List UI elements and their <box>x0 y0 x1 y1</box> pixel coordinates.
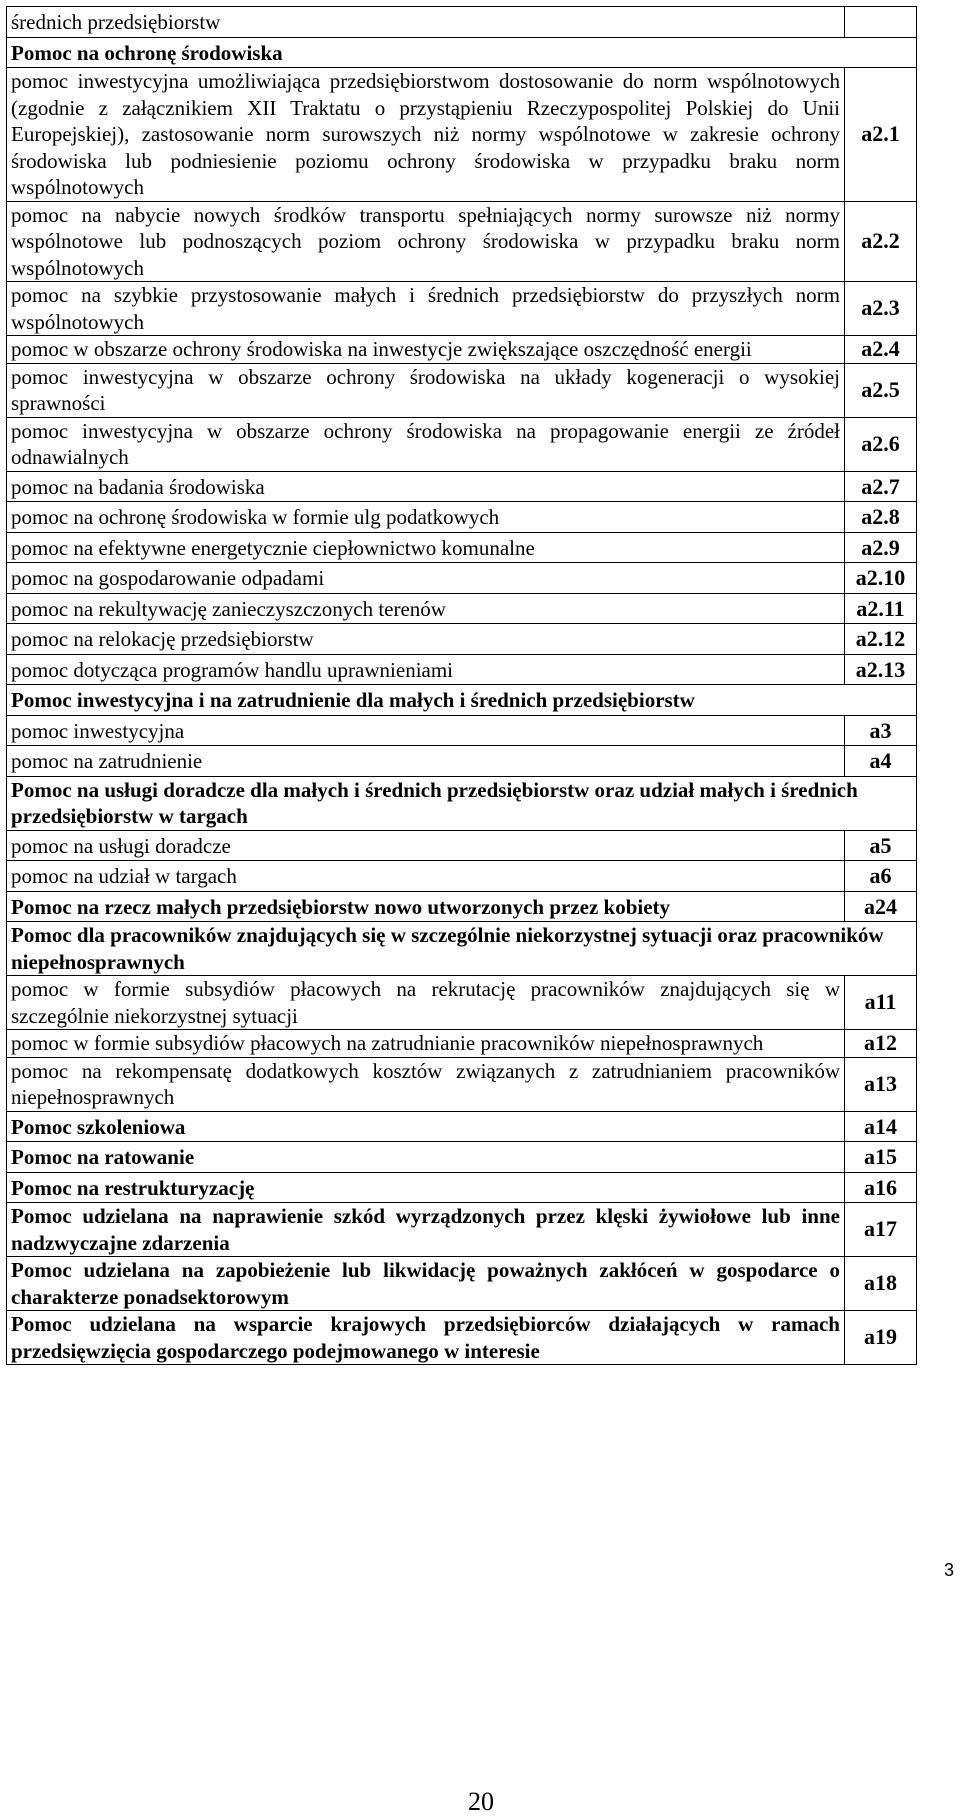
table-row <box>7 502 917 533</box>
section-heading: Pomoc na ochronę środowiska <box>7 37 917 68</box>
aid-description: pomoc na rekultywację zanieczyszczonych terenów <box>7 593 845 624</box>
table-row <box>7 830 917 861</box>
side-number: 3 <box>944 1560 955 1580</box>
table-row <box>7 593 917 624</box>
aid-code: a18 <box>845 1257 917 1311</box>
aid-description: pomoc na zatrudnienie <box>7 746 845 777</box>
aid-code: a6 <box>845 861 917 892</box>
aid-code: a2.9 <box>845 532 917 563</box>
aid-code: a13 <box>845 1057 917 1111</box>
section-heading: Pomoc na usługi doradcze dla małych i średnich przedsiębiorstw oraz udział małych i średnich przedsiębiorstw w targach <box>7 776 917 830</box>
aid-description: Pomoc szkoleniowa <box>7 1111 845 1142</box>
aid-code: a2.10 <box>845 563 917 594</box>
table-row <box>7 1311 917 1365</box>
section-heading-row <box>7 922 917 976</box>
page-number: 20 <box>468 1787 494 1816</box>
aid-code: a2.1 <box>845 68 917 202</box>
table-row <box>7 654 917 685</box>
aid-description: Pomoc na restrukturyzację <box>7 1172 845 1203</box>
aid-description: Pomoc udzielana na wsparcie krajowych przedsiębiorców działających w ramach przedsięwzięcia gospodarczego podejmowanego w interesie <box>7 1311 845 1365</box>
aid-code: a15 <box>845 1142 917 1173</box>
aid-description: pomoc na rekompensatę dodatkowych kosztów związanych z zatrudnianiem pracowników niepełnosprawnych <box>7 1057 845 1111</box>
table-row <box>7 1142 917 1173</box>
aid-description: pomoc na relokację przedsiębiorstw <box>7 624 845 655</box>
aid-description: pomoc na nabycie nowych środków transportu spełniających normy surowsze niż normy wspólnotowe lub podnoszących poziom ochrony środowiska w przypadku braku norm wspólnotowych <box>7 201 845 282</box>
aid-code <box>845 7 917 38</box>
table-row <box>7 68 917 202</box>
section-heading: Pomoc inwestycyjna i na zatrudnienie dla małych i średnich przedsiębiorstw <box>7 685 917 716</box>
aid-description: pomoc na gospodarowanie odpadami <box>7 563 845 594</box>
aid-description: Pomoc udzielana na zapobieżenie lub likwidację poważnych zakłóceń w gospodarce o charakterze ponadsektorowym <box>7 1257 845 1311</box>
aid-code: a24 <box>845 891 917 922</box>
aid-description: pomoc na efektywne energetycznie ciepłownictwo komunalne <box>7 532 845 563</box>
aid-description: pomoc inwestycyjna umożliwiająca przedsiębiorstwom dostosowanie do norm wspólnotowych (zgodnie z załącznikiem XII Traktatu o przystąpieniu Rzeczypospolitej Polskiej do Unii Europejskiej), zastosowanie norm surowszych niż normy wspólnotowe w zakresie ochrony środowiska lub podniesienie poziomu ochrony środowiska w przypadku braku norm wspólnotowych <box>7 68 845 202</box>
aid-description: pomoc inwestycyjna <box>7 715 845 746</box>
aid-description: pomoc inwestycyjna w obszarze ochrony środowiska na układy kogeneracji o wysokiej sprawności <box>7 363 845 417</box>
aid-code: a2.13 <box>845 654 917 685</box>
table-row <box>7 1203 917 1257</box>
aid-code: a12 <box>845 1030 917 1058</box>
table-row <box>7 1172 917 1203</box>
table-row <box>7 363 917 417</box>
aid-code: a14 <box>845 1111 917 1142</box>
table-row <box>7 746 917 777</box>
table-row <box>7 976 917 1030</box>
aid-code: a2.2 <box>845 201 917 282</box>
aid-category-table <box>6 6 917 1365</box>
aid-code: a17 <box>845 1203 917 1257</box>
table-row <box>7 624 917 655</box>
aid-description: pomoc na ochronę środowiska w formie ulg podatkowych <box>7 502 845 533</box>
aid-description: pomoc inwestycyjna w obszarze ochrony środowiska na propagowanie energii ze źródeł odnawialnych <box>7 417 845 471</box>
aid-code: a2.5 <box>845 363 917 417</box>
aid-code: a2.3 <box>845 282 917 336</box>
table-row <box>7 861 917 892</box>
table-row <box>7 715 917 746</box>
table-body <box>7 7 917 1365</box>
aid-code: a2.8 <box>845 502 917 533</box>
aid-code: a2.7 <box>845 471 917 502</box>
aid-description: pomoc na udział w targach <box>7 861 845 892</box>
table-row <box>7 282 917 336</box>
section-heading-row <box>7 776 917 830</box>
aid-description: Pomoc na rzecz małych przedsiębiorstw nowo utworzonych przez kobiety <box>7 891 845 922</box>
table-row <box>7 1257 917 1311</box>
table-row <box>7 891 917 922</box>
aid-description: pomoc dotycząca programów handlu uprawnieniami <box>7 654 845 685</box>
table-row <box>7 7 917 38</box>
aid-description: średnich przedsiębiorstw <box>7 7 845 38</box>
table-row <box>7 471 917 502</box>
table-row <box>7 417 917 471</box>
aid-code: a19 <box>845 1311 917 1365</box>
section-heading-row <box>7 37 917 68</box>
table-row <box>7 201 917 282</box>
aid-code: a2.12 <box>845 624 917 655</box>
table-row <box>7 1030 917 1058</box>
aid-code: a2.4 <box>845 336 917 364</box>
section-heading-row <box>7 685 917 716</box>
table-row <box>7 532 917 563</box>
aid-description: pomoc na usługi doradcze <box>7 830 845 861</box>
aid-code: a2.6 <box>845 417 917 471</box>
aid-code: a3 <box>845 715 917 746</box>
table-row <box>7 336 917 364</box>
aid-description: pomoc na badania środowiska <box>7 471 845 502</box>
aid-code: a4 <box>845 746 917 777</box>
aid-description: Pomoc na ratowanie <box>7 1142 845 1173</box>
aid-code: a2.11 <box>845 593 917 624</box>
aid-description: pomoc w formie subsydiów płacowych na rekrutację pracowników znajdujących się w szczególnie niekorzystnej sytuacji <box>7 976 845 1030</box>
table-row <box>7 1111 917 1142</box>
aid-description: pomoc w formie subsydiów płacowych na zatrudnianie pracowników niepełnosprawnych <box>7 1030 845 1058</box>
aid-description: pomoc w obszarze ochrony środowiska na inwestycje zwiększające oszczędność energii <box>7 336 845 364</box>
table-row <box>7 1057 917 1111</box>
section-heading: Pomoc dla pracowników znajdujących się w szczególnie niekorzystnej sytuacji oraz pracowników niepełnosprawnych <box>7 922 917 976</box>
aid-code: a11 <box>845 976 917 1030</box>
aid-code: a5 <box>845 830 917 861</box>
table-row <box>7 563 917 594</box>
aid-description: Pomoc udzielana na naprawienie szkód wyrządzonych przez klęski żywiołowe lub inne nadzwyczajne zdarzenia <box>7 1203 845 1257</box>
aid-description: pomoc na szybkie przystosowanie małych i średnich przedsiębiorstw do przyszłych norm wspólnotowych <box>7 282 845 336</box>
aid-code: a16 <box>845 1172 917 1203</box>
